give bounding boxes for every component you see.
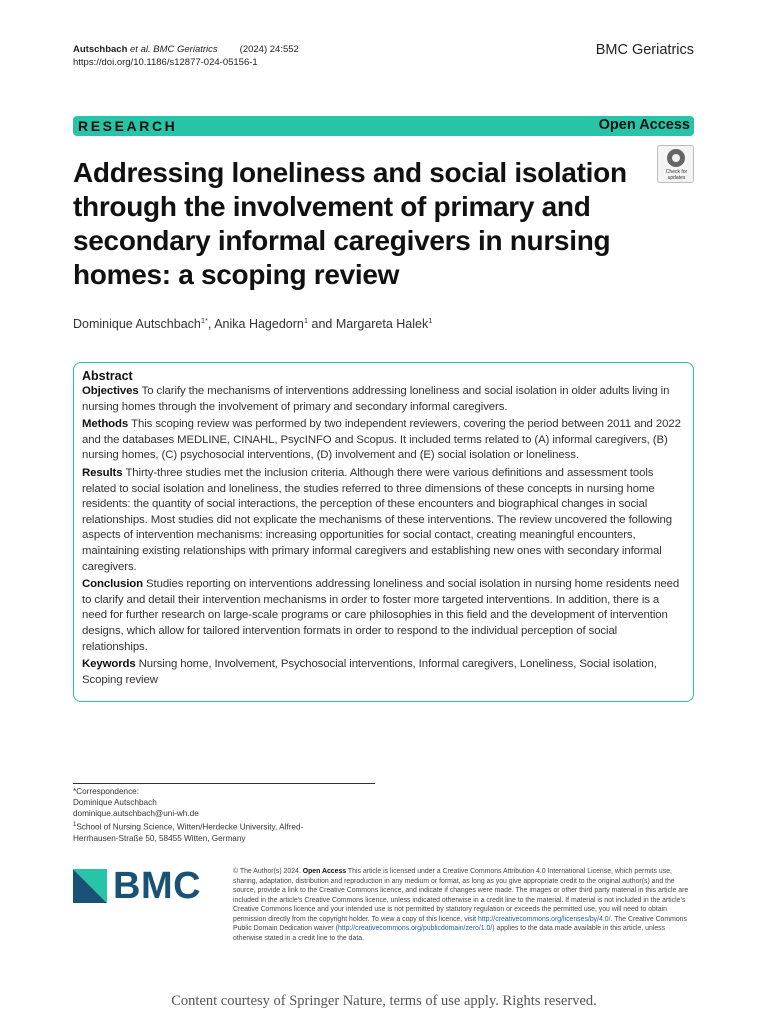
section-label: RESEARCH (78, 118, 178, 134)
cc0-link[interactable]: http://creativecommons.org/publicdomain/zero/1.0/ (337, 925, 493, 932)
section-band (73, 116, 694, 136)
abstract-results: Results Thirty-three studies met the inclusion criteria. Although there were various definitions and assessment tools related to social isolation and loneliness, the studies referred to three dimensions of these concepts in nursing home residents: the quantity of social interactions, the perception of these encounters and biographical changes in social relationships. Most studies did not explicate the mechanisms of these interventions. The review uncovered the following aspects of intervention mechanisms: increasing opportunities for social contact, creating meaningful encounters, maintaining existing relationships with primary informal caregivers and establishing new ones with secondary informal caregivers. (82, 466, 673, 573)
correspondence: *Correspondence: Dominique Autschbach dominique.autschbach@uni-wh.de $^1$School of Nursing Science, Witten/Herdecke University, Alfred- Herrhausen-Straße 50, 58455 Witten, Germany (73, 787, 304, 843)
license-link[interactable]: http://creativecommons.org/licenses/by/4.0/ (477, 915, 611, 923)
journal-name: BMC Geriatrics (595, 42, 694, 58)
doi-link[interactable]: https://doi.org/10.1186/s12877-024-05156-1 (73, 57, 258, 68)
affiliation: $^1$School of Nursing Science, Witten/Herdecke University, Alfred- (73, 821, 304, 832)
author-2[interactable]: , Anika Hagedorn (207, 317, 304, 332)
courtesy-notice: Content courtesy of Springer Nature, terms of use apply. Rights reserved. (171, 993, 597, 1009)
open-access-label: Open Access (598, 117, 690, 133)
bmc-logo-word: BMC (113, 865, 202, 907)
abstract-objectives: Objectives To clarify the mechanisms of interventions addressing loneliness and social isolation in older adults living in nursing homes through the involvement of primary and secondary informal caregivers. (82, 385, 670, 413)
bmc-logo (73, 867, 213, 905)
correspondence-name: Dominique Autschbach (73, 798, 157, 808)
citation-journal: et al. BMC Geriatrics (130, 44, 218, 55)
citation-header (73, 43, 321, 69)
author-1[interactable]: Dominique Autschbach (73, 317, 201, 332)
abstract-conclusion: Conclusion Studies reporting on interventions addressing loneliness and social isolation in nursing home residents need to clarify and detail their intervention mechanisms in order to foster more targeted interventions. In addition, there is a need for further research on large-scale programs or care philosophies in this field and the development of intervention designs, which allow for tailored intervention formats in order to respond to the individual perception of social relationships. (82, 578, 680, 653)
license-text: © The Author(s) 2024. Open Access This article is licensed under a Creative Commons Attribution 4.0 International License, which permits use, sharing, adaptation, distribution and reproduction in any medium or format, as long as you give appropriate credit to the original author(s) and the source, provide a link to the Creative Commons licence, and indicate if changes were made. The images or other third party material in this article are included in the article's Creative Commons licence, unless indicated otherwise in a credit line to the material. If material is not included in the article's Creative Commons licence and your intended use is not permitted by statutory regulation or exceeds the permitted use, you will need to obtain permission directly from the copyright holder. To view a copy of this licence, visit http://creativecommons.org/licenses/by/4.0/. The Creative Commons Public Domain Dedication waiver (http://creativecommons.org/publicdomain/zero/1.0/) applies to the data made available in this article, unless otherwise stated in a credit line to the data. (233, 868, 689, 942)
abstract-box (73, 362, 694, 702)
check-updates-label: Check for updates (665, 169, 688, 181)
abstract-methods: Methods This scoping review was performed by two independent reviewers, covering the period between 2011 and 2022 and the databases MEDLINE, CINAHL, PsycINFO and Scopus. It included terms related to (A) informal caregivers, (B) nursing homes, (C) psychosocial interventions, (D) involvement and (E) social isolation or loneliness. (82, 418, 681, 462)
citation-volume: (2024) 24:552 (239, 44, 299, 55)
article-title: Addressing loneliness and social isolation through the involvement of primary and secondary informal caregivers in nursing homes: a scoping review (73, 157, 627, 290)
abstract-heading: Abstract (82, 369, 133, 383)
abstract-keywords: Keywords Nursing home, Involvement, Psychosocial interventions, Informal caregivers, Loneliness, Social isolation, Scoping review (82, 658, 657, 686)
author-list: Dominique Autschbach$^{1*}$, Anika Hagedorn$^1$ and Margareta Halek$^1$ (73, 316, 433, 332)
footnote-divider (73, 783, 375, 784)
check-for-updates-button[interactable] (657, 145, 694, 183)
update-icon (667, 149, 685, 167)
author-3[interactable]: and Margareta Halek (308, 317, 429, 332)
bmc-logo-icon (73, 869, 107, 903)
citation-authors: Autschbach (73, 44, 128, 55)
correspondence-email[interactable]: dominique.autschbach@uni-wh.de (73, 809, 199, 819)
